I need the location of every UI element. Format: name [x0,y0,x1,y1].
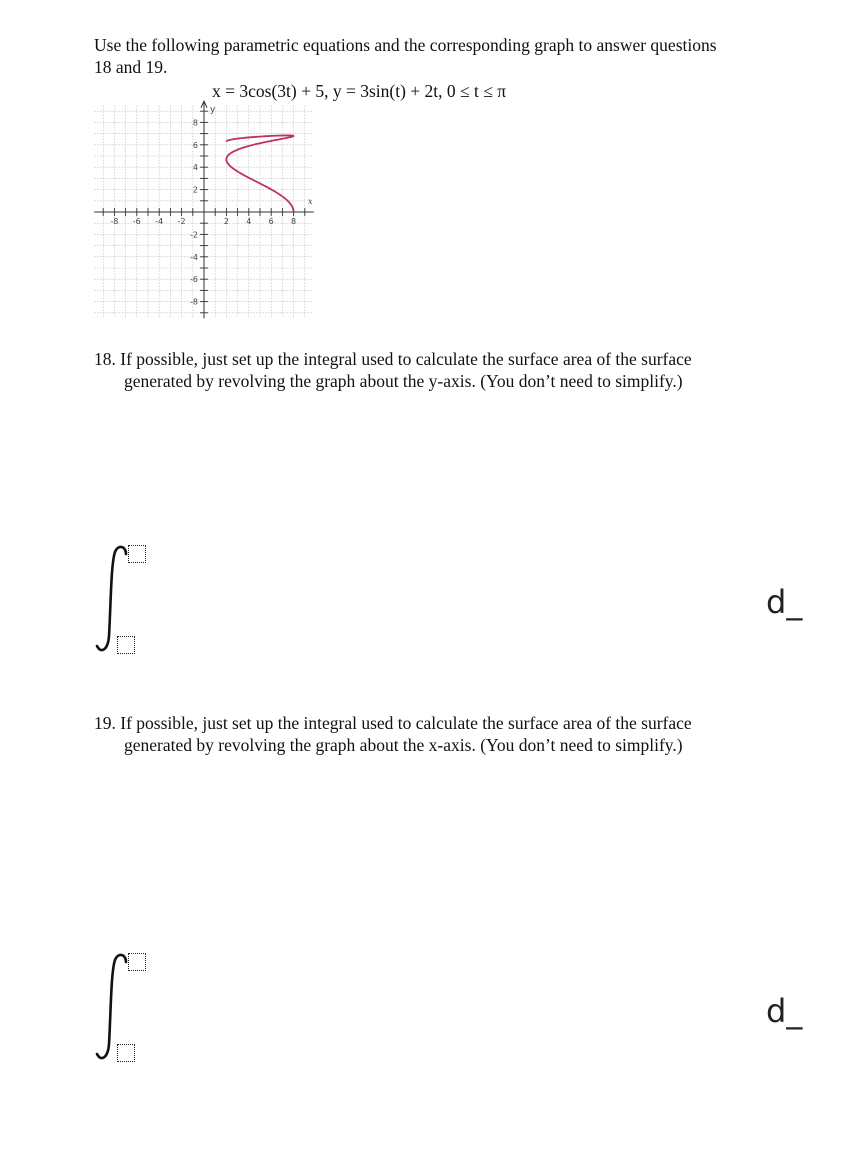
lower-limit-input[interactable] [117,1044,135,1062]
question-19-line-1: If possible, just set up the integral used to calculate the surface area of the surface [120,713,692,733]
question-19-number: 19. [94,713,116,733]
question-18-line-1: If possible, just set up the integral used to calculate the surface area of the surface [120,349,692,369]
parametric-graph [88,100,320,326]
x-tick-label: -8 [110,217,119,226]
x-tick-label: 4 [246,217,252,226]
integral-18 [92,540,172,660]
y-axis-label: y [210,105,216,115]
x-axis-label: x [308,197,313,206]
x-tick-label: 2 [223,217,229,226]
y-tick-label: -4 [190,252,198,262]
question-19 [94,712,824,756]
y-tick-label: -6 [190,275,198,285]
integral-19 [92,948,172,1068]
intro-line-1: Use the following parametric equations and the corresponding graph to answer questions [94,35,717,55]
y-tick-label: 8 [192,118,198,128]
upper-limit-input[interactable] [128,953,146,971]
parametric-equations: x = 3cos(3t) + 5, y = 3sin(t) + 2t, 0 ≤ t ≤ π [212,81,507,101]
differential-18[interactable]: d_ [766,583,803,621]
y-tick-label: 6 [192,140,198,150]
question-18-line-2: generated by revolving the graph about the y-axis. (You don’t need to simplify.) [124,371,683,391]
y-tick-label: 4 [192,163,198,173]
lower-limit-input[interactable] [117,636,135,654]
x-tick-label: -6 [132,217,141,226]
y-tick-label: -2 [190,230,198,240]
x-tick-label: 6 [268,217,274,226]
intro-line-2: 18 and 19. [94,57,168,77]
x-tick-label: -2 [177,217,186,226]
y-tick-label: -8 [190,297,198,307]
question-19-line-2: generated by revolving the graph about the x-axis. (You don’t need to simplify.) [124,735,683,755]
question-18-number: 18. [94,349,116,369]
y-tick-label: 2 [192,185,198,195]
intro-text [94,34,824,78]
x-tick-label: -4 [155,217,164,226]
upper-limit-input[interactable] [128,545,146,563]
x-tick-label: 8 [291,217,297,226]
differential-19[interactable]: d_ [766,992,803,1030]
question-18 [94,348,824,392]
